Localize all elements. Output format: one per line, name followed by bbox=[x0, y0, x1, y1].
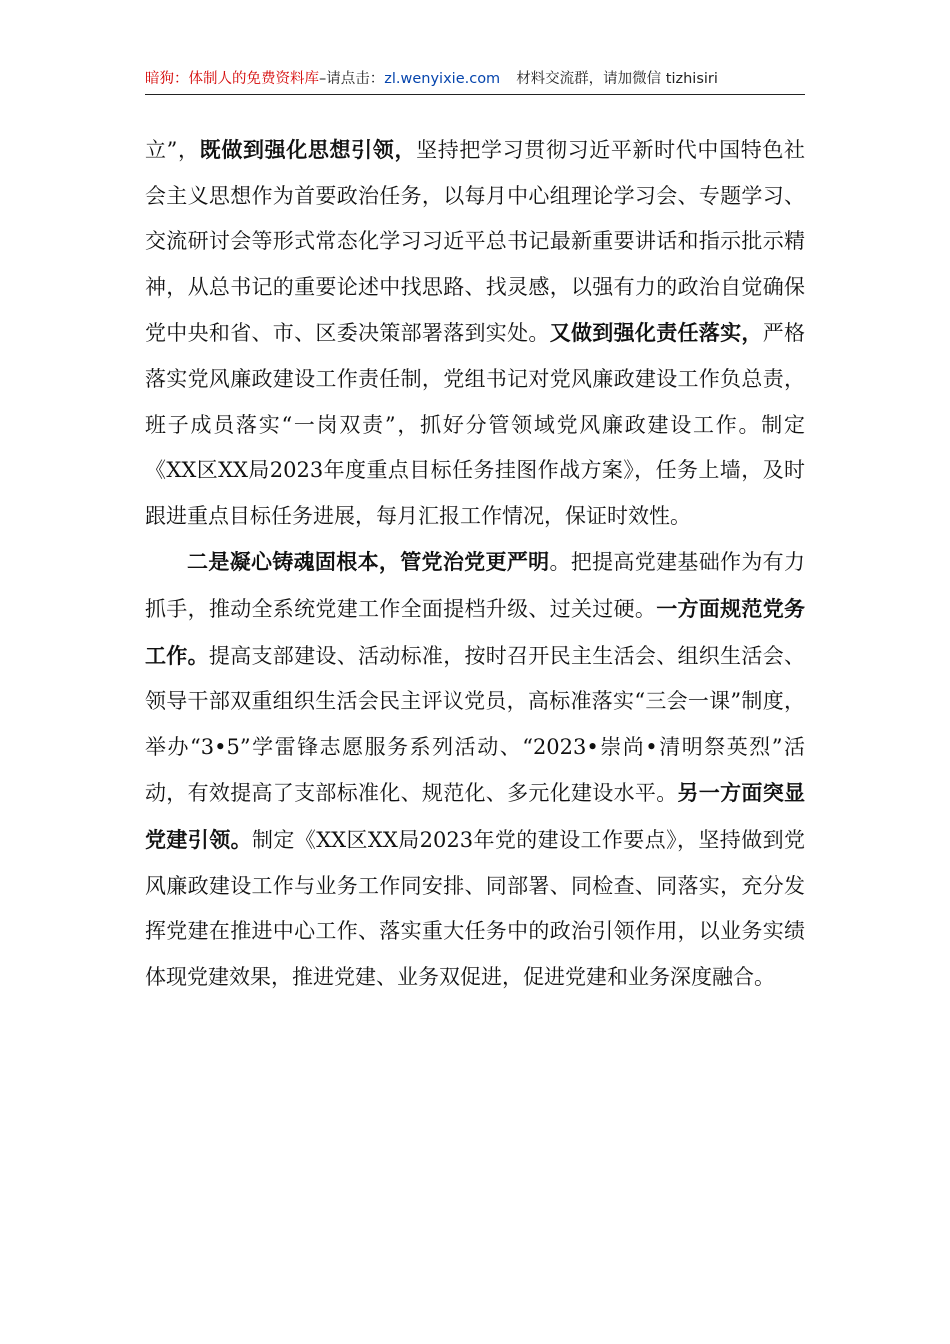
header-click-prompt: –请点击： bbox=[319, 71, 385, 87]
paragraph-2-text-2: 提高支部建设、活动标准，按时召开民主生活会、组织生活会、领导干部双重组织生活会民主评议党员，高标准落实“三会一课”制度，举办“3•5”学雷锋志愿服务系列活动、“2023•崇尚•清明祭英烈”活动，有效提高了支部标准化、规范化、多元化建设水平。 bbox=[145, 643, 806, 806]
paragraph-1-bold-1: 既做到强化思想引领， bbox=[199, 137, 417, 162]
header-url-link[interactable]: zl.wenyixie.com bbox=[384, 71, 501, 87]
paragraph-2-bold-1: 二是凝心铸魂固根本，管党治党更严明 bbox=[187, 549, 550, 575]
page-header bbox=[145, 64, 805, 95]
paragraph-2-text-1: 。把提高党建基础作为有力抓手，推动全系统党建工作全面提档升级、过关过硬。 bbox=[145, 550, 806, 621]
paragraph-1-text-2: 坚持把学习贯彻习近平新时代中国特色社会主义思想作为首要政治任务，以每月中心组理论学习会、专题学习、交流研讨会等形式常态化学习习近平总书记最新重要讲话和指示批示精神，从总书记的重要论述中找思路、找灵感，以强有力的政治自觉确保党中央和省、市、区委决策部署落到实处。 bbox=[145, 138, 806, 346]
paragraph-2-bold-2: 一方面规范党务工作。 bbox=[145, 595, 806, 668]
paragraph-1-bold-2: 又做到强化责任落实， bbox=[549, 320, 763, 346]
paragraph-2 bbox=[145, 539, 805, 1000]
document-body bbox=[145, 127, 805, 1000]
paragraph-1-text-3: 严格落实党风廉政建设工作责任制，党组书记对党风廉政建设工作负总责，班子成员落实“一岗双责”，抓好分管领域党风廉政建设工作。制定《XX区XX局2023年度重点目标任务挂图作战方案》，任务上墙，及时跟进重点目标任务进展，每月汇报工作情况，保证时效性。 bbox=[145, 321, 806, 528]
paragraph-1-text-1: 立”， bbox=[145, 138, 200, 162]
paragraph-2-bold-3: 另一方面突显党建引领。 bbox=[145, 780, 805, 852]
paragraph-2-text-3: 制定《XX区XX局2023年党的建设工作要点》，坚持做到党风廉政建设工作与业务工作同安排、同部署、同检查、同落实，充分发挥党建在推进中心工作、落实重大任务中的政治引领作用，以业务实绩体现党建效果，推进党建、业务双促进，促进党建和业务深度融合。 bbox=[145, 827, 805, 989]
paragraph-1 bbox=[145, 127, 805, 539]
header-group-text: 材料交流群，请加微信 tizhisiri bbox=[516, 71, 718, 87]
header-site-name: 暗狗：体制人的免费资料库 bbox=[145, 71, 319, 87]
